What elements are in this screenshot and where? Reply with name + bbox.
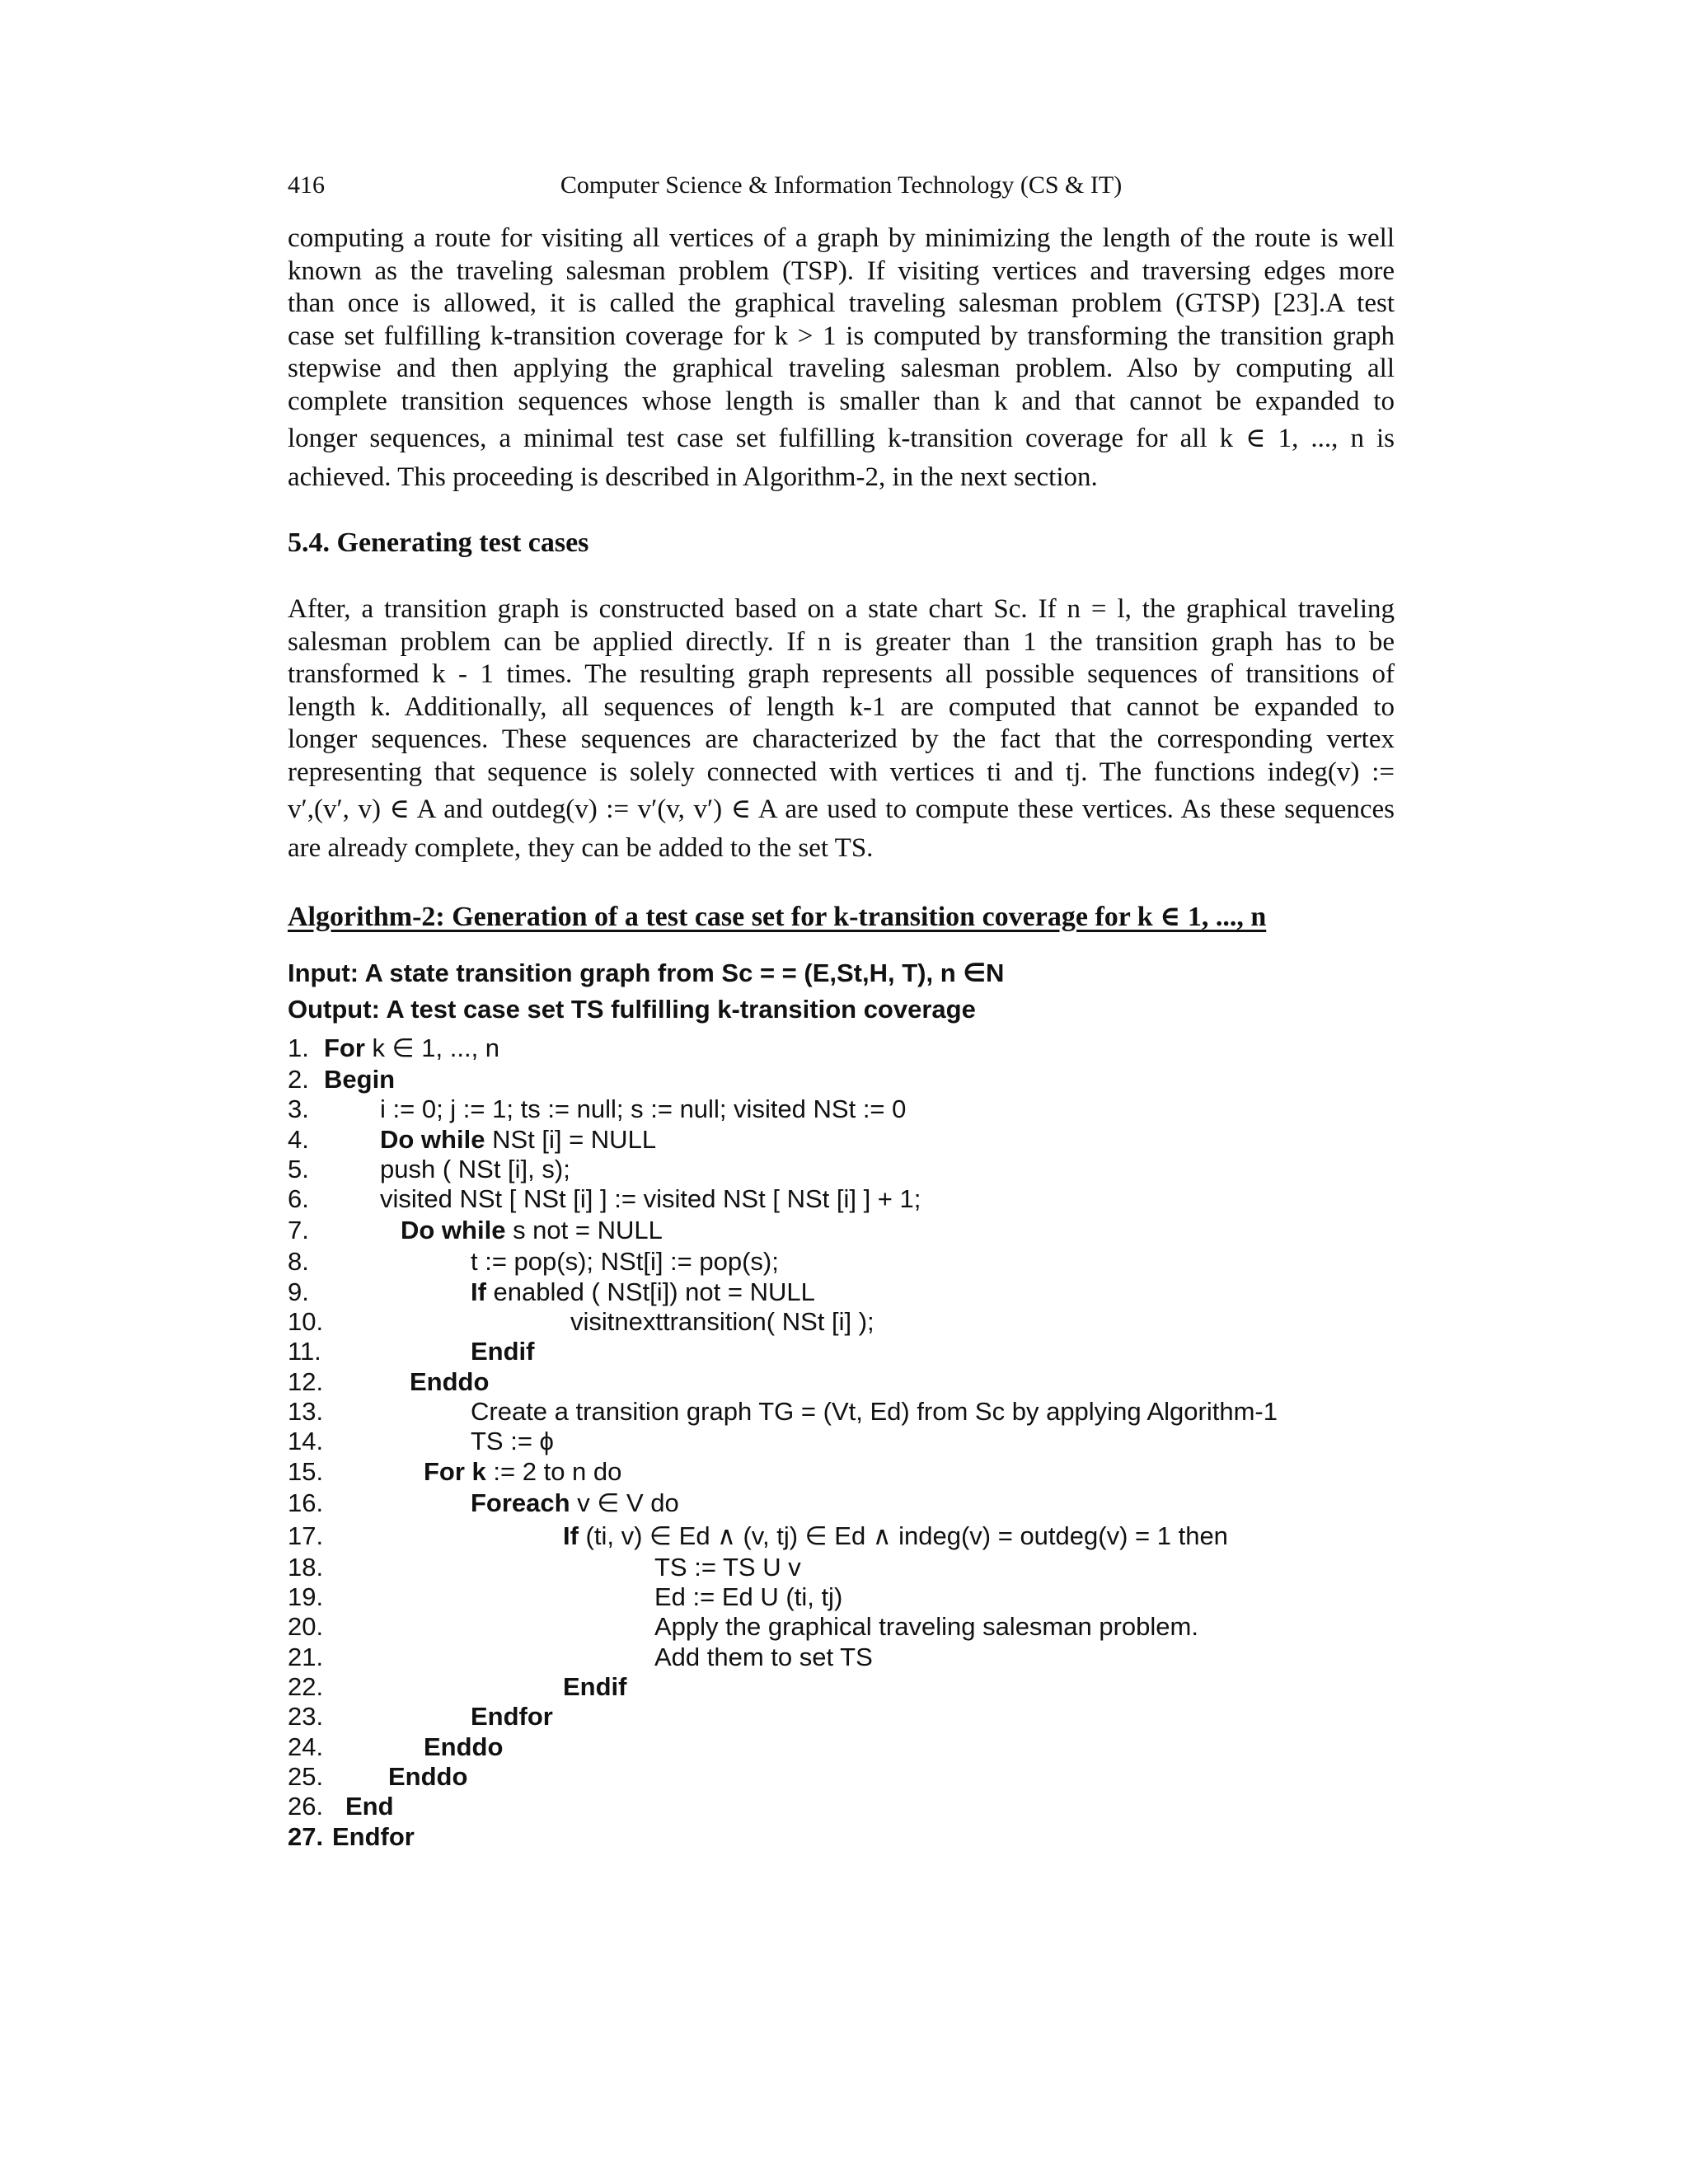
statement: TS := ϕ [471, 1427, 554, 1456]
text-line: case set fulfilling k-transition coverage for k > 1 is computed by transforming the transition graph [288, 321, 1395, 351]
line-code [332, 1822, 415, 1852]
line-number: 9. [288, 1277, 309, 1306]
algorithm-line [288, 1337, 1395, 1366]
line-code [654, 1553, 801, 1582]
algorithm-line [288, 1065, 1395, 1094]
algorithm-line [288, 1125, 1395, 1155]
algorithm-line [288, 1582, 1395, 1612]
keyword: If [471, 1277, 486, 1306]
line-number: 18. [288, 1552, 324, 1582]
line-code [424, 1732, 503, 1762]
line-number: 8. [288, 1247, 309, 1277]
algorithm-line [288, 1032, 1395, 1065]
algorithm-line [288, 1792, 1395, 1821]
algorithm-line [288, 1702, 1395, 1732]
keyword: Enddo [410, 1366, 490, 1396]
line-number: 13. [288, 1396, 324, 1426]
algorithm-line [288, 1307, 1395, 1337]
statement: Ed := Ed U (ti, tj) [654, 1582, 843, 1612]
paragraph-intro [288, 223, 1395, 496]
statement: enabled ( NSt[i]) not = NULL [485, 1277, 815, 1306]
statement: := 2 to n do [485, 1456, 622, 1486]
text-line: achieved. This proceeding is described in Algorithm-2, in the next section. [288, 462, 1098, 492]
line-number: 17. [288, 1521, 324, 1550]
text-line: After, a transition graph is constructed based on a state chart Sc. If n = l, the graphical traveling [288, 594, 1395, 624]
text-line: v′,(v′, v) ∈ A and outdeg(v) := v′(v, v′) ∈ A are used to compute these vertices. As these sequences [288, 794, 1395, 824]
statement: v ∈ V do [570, 1488, 679, 1517]
algorithm-line [288, 1214, 1395, 1247]
keyword: End [345, 1792, 394, 1821]
algorithm-line [288, 1427, 1395, 1456]
line-code [471, 1397, 1278, 1427]
line-number: 11. [288, 1337, 321, 1366]
line-number: 24. [288, 1732, 324, 1761]
algorithm-line [288, 1732, 1395, 1762]
algorithm-line [288, 1487, 1395, 1520]
text-line: stepwise and then applying the graphical traveling salesman problem. Also by computing all [288, 354, 1395, 384]
line-code [471, 1277, 815, 1307]
text-line: known as the traveling salesman problem (TSP). If visiting vertices and traversing edges more [288, 255, 1395, 286]
keyword: Begin [324, 1065, 396, 1094]
journal-title: Computer Science & Information Technology (CS & IT) [560, 171, 1123, 199]
line-number: 15. [288, 1456, 324, 1486]
line-code [471, 1702, 553, 1732]
line-code [380, 1184, 921, 1214]
statement: k ∈ 1, ..., n [364, 1033, 500, 1062]
algorithm-line [288, 1247, 1395, 1277]
line-code [424, 1457, 621, 1487]
text-line: salesman problem can be applied directly. If n is greater than 1 the transition graph has to be [288, 626, 1395, 657]
keyword: If [563, 1521, 579, 1550]
text-line: longer sequences. These sequences are characterized by the fact that the corresponding vertex [288, 724, 1395, 755]
keyword: Endfor [332, 1821, 415, 1851]
statement: s not = NULL [505, 1216, 663, 1245]
statement: visitnexttransition( NSt [i] ); [570, 1307, 874, 1337]
keyword: For [324, 1033, 365, 1062]
statement: (ti, v) ∈ Ed ∧ (v, tj) ∈ Ed ∧ indeg(v) = outdeg(v) = 1 then [578, 1521, 1228, 1550]
statement: Create a transition graph TG = (Vt, Ed) from Sc by applying Algorithm-1 [471, 1396, 1278, 1426]
algorithm-line [288, 1612, 1395, 1642]
statement: Add them to set TS [654, 1642, 873, 1671]
algorithm-output: Output: A test case set TS fulfilling k-transition coverage [288, 995, 976, 1024]
line-code [563, 1672, 627, 1702]
algorithm-line [288, 1277, 1395, 1307]
line-code [570, 1307, 874, 1337]
line-number: 14. [288, 1427, 324, 1456]
line-number: 2. [288, 1065, 309, 1094]
text-line: computing a route for visiting all vertices of a graph by minimizing the length of the route is well [288, 223, 1395, 253]
keyword: Foreach [471, 1488, 570, 1517]
line-number: 3. [288, 1094, 309, 1124]
line-code [380, 1155, 570, 1184]
statement: visited NSt [ NSt [i] ] := visited NSt [ NSt [i] ] + 1; [380, 1184, 921, 1214]
line-number: 7. [288, 1216, 309, 1245]
line-code [324, 1032, 499, 1065]
keyword: Do while [401, 1216, 506, 1245]
keyword: Endif [471, 1337, 535, 1366]
text-line: complete transition sequences whose length is smaller than k and that cannot be expanded to [288, 386, 1395, 416]
section-heading: 5.4. Generating test cases [288, 527, 589, 558]
keyword: Enddo [424, 1732, 504, 1761]
text-line: representing that sequence is solely connected with vertices ti and tj. The functions indeg(v) := [288, 757, 1395, 787]
algorithm-line [288, 1397, 1395, 1427]
algorithm-line [288, 1184, 1395, 1214]
line-code [401, 1214, 663, 1247]
line-code [563, 1520, 1228, 1553]
keyword: Enddo [388, 1761, 468, 1791]
algorithm-line [288, 1672, 1395, 1702]
line-code [345, 1792, 394, 1821]
keyword: For k [424, 1456, 486, 1486]
line-number: 27. [288, 1821, 324, 1851]
line-code [471, 1337, 535, 1366]
line-code [654, 1643, 873, 1672]
algorithm-line [288, 1553, 1395, 1582]
line-number: 26. [288, 1792, 324, 1821]
line-code [388, 1762, 467, 1792]
keyword: Endif [563, 1672, 627, 1702]
keyword: Do while [380, 1124, 485, 1154]
algorithm-line [288, 1367, 1395, 1397]
algorithm-listing [288, 1032, 1395, 1852]
algorithm-line [288, 1094, 1395, 1124]
line-number: 10. [288, 1307, 324, 1337]
statement: TS := TS U v [654, 1552, 801, 1582]
algorithm-line [288, 1762, 1395, 1792]
line-code [380, 1125, 656, 1155]
text-line: longer sequences, a minimal test case set fulfilling k-transition coverage for all k ∈ 1, ..., n is [288, 423, 1395, 453]
line-number: 22. [288, 1672, 324, 1702]
line-number: 6. [288, 1184, 309, 1214]
algorithm-input: Input: A state transition graph from Sc = = (E,St,H, T), n ∈N [288, 958, 1005, 987]
keyword: Endfor [471, 1702, 553, 1732]
algorithm-line [288, 1520, 1395, 1553]
line-code [654, 1582, 842, 1612]
page-number: 416 [288, 171, 325, 199]
statement: NSt [i] = NULL [485, 1124, 657, 1154]
line-code [471, 1247, 779, 1277]
line-number: 19. [288, 1582, 324, 1612]
text-line: length k. Additionally, all sequences of length k-1 are computed that cannot be expanded to [288, 691, 1395, 722]
statement: i := 0; j := 1; ts := null; s := null; visited NSt := 0 [380, 1094, 907, 1124]
line-number: 25. [288, 1761, 324, 1791]
algorithm-line [288, 1155, 1395, 1184]
line-number: 20. [288, 1612, 324, 1642]
line-number: 5. [288, 1154, 309, 1183]
line-number: 16. [288, 1488, 324, 1517]
text-line: are already complete, they can be added to the set TS. [288, 832, 874, 863]
line-number: 12. [288, 1366, 324, 1396]
page-header [288, 171, 1395, 204]
algorithm-line [288, 1457, 1395, 1487]
statement: t := pop(s); NSt[i] := pop(s); [471, 1247, 779, 1277]
paragraph-generating [288, 593, 1395, 867]
algorithm-line [288, 1643, 1395, 1672]
line-code [410, 1367, 489, 1397]
line-code [380, 1094, 906, 1124]
text-line: than once is allowed, it is called the graphical traveling salesman problem (GTSP) [23].A test [288, 288, 1395, 319]
line-code [654, 1612, 1198, 1642]
text-line: transformed k - 1 times. The resulting graph represents all possible sequences of transitions of [288, 659, 1395, 690]
line-code [471, 1427, 554, 1456]
line-code [324, 1065, 395, 1094]
line-code [471, 1487, 679, 1520]
statement: Apply the graphical traveling salesman problem. [654, 1612, 1198, 1642]
line-number: 1. [288, 1033, 309, 1062]
algorithm-title: Algorithm-2: Generation of a test case set for k-transition coverage for k ∈ 1, ..., n [288, 902, 1267, 932]
algorithm-line [288, 1822, 1395, 1852]
line-number: 21. [288, 1642, 324, 1671]
line-number: 4. [288, 1124, 309, 1154]
line-number: 23. [288, 1702, 324, 1732]
statement: push ( NSt [i], s); [380, 1154, 570, 1183]
